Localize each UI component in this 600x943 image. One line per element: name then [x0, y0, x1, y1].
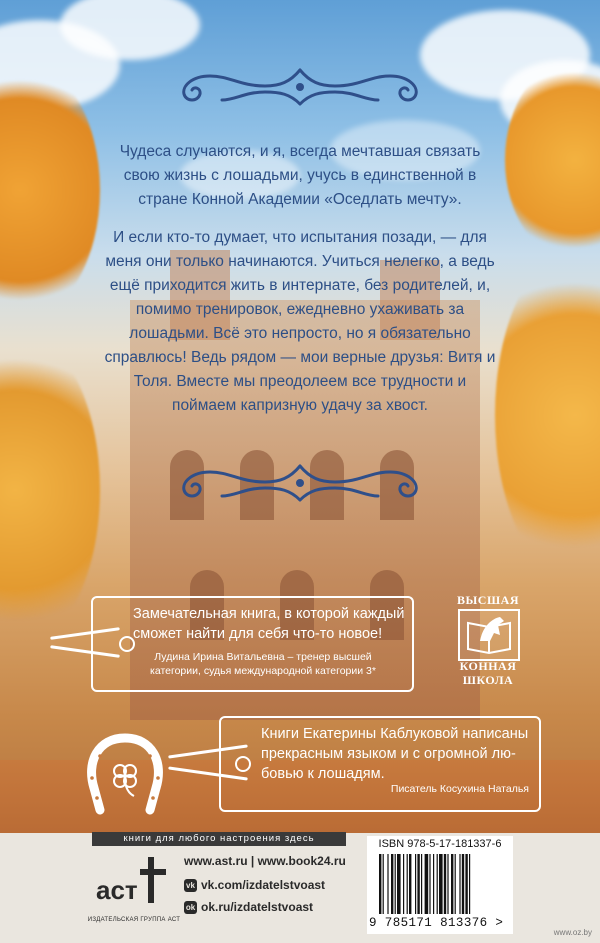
barcode-bar: [421, 854, 422, 914]
barcode-bar: [417, 854, 419, 914]
barcode-icon: [377, 854, 505, 914]
horseshoe-clover-icon: [80, 728, 170, 820]
autumn-tree: [495, 250, 600, 580]
barcode-bar: [383, 854, 384, 914]
barcode-bar: [379, 854, 381, 914]
review-text-line: сможет найти для себя что-то новое!: [133, 626, 383, 642]
watermark: www.oz.by: [553, 928, 592, 937]
barcode-bar: [403, 854, 404, 914]
barcode-bar: [415, 854, 416, 914]
publisher-mark: аст: [96, 875, 138, 905]
slogan-strip: книги для любого настроения здесь: [92, 832, 346, 846]
barcode-bar: [459, 854, 460, 914]
barcode-bar: [391, 854, 393, 914]
review-text-2: [261, 724, 528, 784]
barcode-bar: [451, 854, 453, 914]
review-author-2: Писатель Косухина Наталья: [390, 783, 529, 795]
ok-link-text: ok.ru/izdatelstvoast: [201, 900, 314, 914]
review-text-line: Замечательная книга, в которой каждый: [133, 606, 405, 622]
annotation-text: [100, 140, 500, 418]
review-author-line: Лудина Ирина Витальевна – тренер высшей: [154, 651, 372, 663]
barcode-bar: [447, 854, 448, 914]
review-author-line: категории, судья международной категории 3*: [150, 665, 376, 677]
barcode-bar: [409, 854, 411, 914]
barcode-bar: [407, 854, 408, 914]
tag-hole: [235, 756, 251, 772]
barcode-bar: [425, 854, 429, 914]
barcode-bar: [465, 854, 467, 914]
horse-book-icon: [458, 609, 520, 661]
annotation-paragraph-2: И если кто-то думает, что испытания позади, — для меня они только начинаются. Учиться нелегко, а ведь ещё приходится жить в интернате, без родителей, и, помимо тренировок, ежедневно ухаживать за лошадьми. Всё это непросто, но я обязательно справлюсь! Ведь рядом — мои верные друзья: Витя и Толя. Вместе мы преодолеем все трудности и поймаем капризную удачу за хвост.: [104, 229, 496, 414]
review-text-line: Книги Екатерины Каблуковой написаны: [261, 726, 529, 742]
barcode-bar: [433, 854, 434, 914]
ornament-top-icon: [170, 62, 430, 112]
ornament-bottom-icon: [170, 458, 430, 508]
review-author-1: [128, 650, 398, 678]
review-tag-2: [219, 716, 541, 812]
series-logo: [452, 593, 524, 691]
publisher-caption: ИЗДАТЕЛЬСКАЯ ГРУППА АСТ: [87, 917, 181, 923]
barcode-bar: [455, 854, 456, 914]
vk-icon: vk: [184, 879, 197, 892]
review-text-1: [133, 604, 404, 644]
vk-link[interactable]: [184, 878, 325, 892]
barcode-bar: [444, 854, 446, 914]
barcode-bar: [437, 854, 438, 914]
review-tag-1: [91, 596, 414, 692]
barcode-bar: [397, 854, 401, 914]
isbn-text: ISBN 978-5-17-181337-6: [378, 838, 502, 850]
vk-link-text: vk.com/izdatelstvoast: [201, 878, 326, 892]
series-logo-middle: КОННАЯ: [459, 659, 517, 673]
ok-icon: ok: [185, 903, 196, 913]
barcode-bar: [469, 854, 470, 914]
barcode-bar: [387, 854, 388, 914]
autumn-tree: [0, 330, 100, 650]
review-text-line: прекрасным языком и с огромной лю-: [261, 746, 516, 762]
series-logo-top: ВЫСШАЯ: [457, 593, 519, 607]
barcode-bar: [429, 854, 430, 914]
ok-link[interactable]: [184, 900, 313, 914]
series-logo-bottom: ШКОЛА: [462, 673, 514, 687]
ean-digits: 9 785171 813376 >: [369, 916, 504, 930]
site-links[interactable]: www.ast.ru | www.book24.ru: [184, 854, 346, 868]
annotation-paragraph-1: Чудеса случаются, и я, всегда мечтавшая связать свою жизнь с лошадьми, учусь в единственной в стране Конной Академии «Оседлать мечту».: [119, 143, 481, 208]
barcode-panel: [367, 836, 513, 934]
barcode-bar: [395, 854, 396, 914]
barcode-bar: [462, 854, 464, 914]
publisher-logo: [88, 853, 178, 915]
barcode-bar: [439, 854, 443, 914]
review-text-line: бовью к лошадям.: [261, 766, 385, 782]
